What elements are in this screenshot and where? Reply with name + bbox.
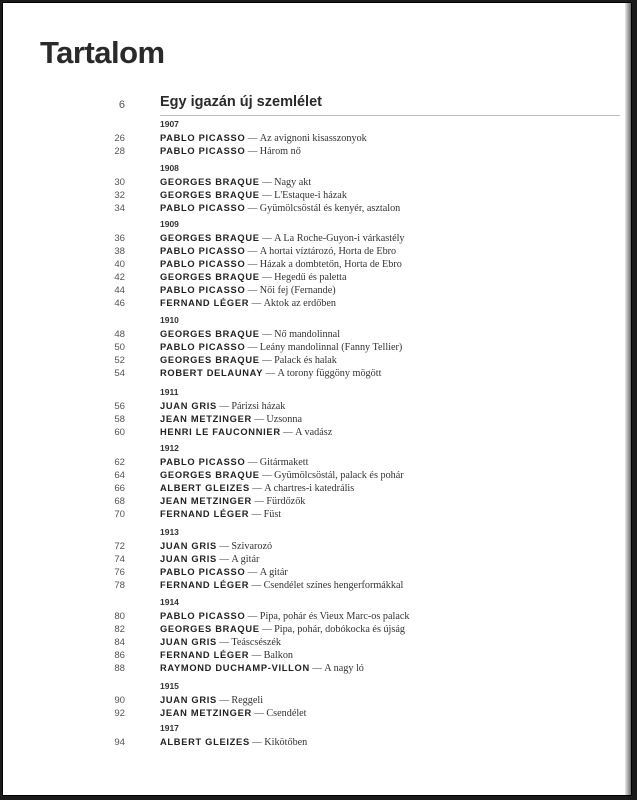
page-number: 48	[114, 329, 125, 340]
artist-name: RAYMOND DUCHAMP-VILLON	[160, 662, 310, 673]
em-dash: —	[262, 189, 272, 201]
toc-entry	[3, 623, 603, 636]
entry-line	[160, 482, 354, 495]
artist-name: GEORGES BRAQUE	[160, 469, 260, 480]
page-number: 46	[114, 297, 125, 309]
artist-name: PABLO PICASSO	[160, 341, 246, 352]
year-heading: 1907	[160, 119, 179, 129]
em-dash: —	[247, 341, 258, 353]
artwork-title: Párizsi házak	[231, 401, 286, 412]
artwork-title: Fürdőzők	[266, 495, 306, 507]
entry-line	[160, 202, 400, 215]
em-dash: —	[247, 566, 258, 578]
em-dash: —	[247, 611, 258, 622]
entry-line	[160, 245, 396, 258]
toc-entry	[3, 694, 603, 707]
artwork-title: A gitár	[231, 553, 260, 565]
page-number: 6	[118, 99, 125, 111]
page-number: 54	[114, 367, 125, 379]
entry-line	[160, 354, 337, 367]
artist-name: HENRI LE FAUCONNIER	[160, 426, 281, 437]
artist-name: PABLO PICASSO	[160, 133, 246, 143]
toc-entry	[3, 469, 603, 482]
artwork-title: Palack és halak	[274, 354, 337, 366]
em-dash: —	[251, 579, 262, 591]
em-dash: —	[262, 469, 272, 481]
toc-entry	[3, 367, 603, 380]
page-number: 74	[114, 553, 125, 565]
year-heading: 1917	[160, 723, 179, 733]
entry-line	[160, 649, 293, 662]
toc-entry	[3, 328, 603, 341]
entry-line	[160, 341, 402, 354]
page-number: 30	[114, 177, 125, 188]
toc-entry	[3, 426, 603, 439]
year-heading: 1908	[160, 163, 179, 173]
artwork-title: Balkon	[263, 649, 294, 661]
toc-entry	[3, 132, 603, 145]
entry-line	[160, 662, 364, 675]
toc-entry	[3, 736, 603, 749]
artwork-title: Füst	[263, 508, 282, 520]
artwork-title: A hortai víztározó, Horta de Ebro	[259, 245, 397, 257]
toc-entry	[3, 284, 603, 297]
page-number: 88	[114, 662, 125, 674]
entry-line	[160, 707, 307, 720]
artist-name: PABLO PICASSO	[160, 284, 246, 295]
em-dash: —	[247, 145, 258, 157]
page-number: 82	[114, 623, 125, 635]
entry-line	[160, 508, 281, 521]
em-dash: —	[262, 623, 272, 635]
artist-name: JUAN GRIS	[160, 553, 217, 564]
page-number: 50	[114, 341, 125, 353]
toc-entry	[3, 232, 603, 245]
toc-entry	[3, 271, 603, 284]
page-number: 78	[114, 579, 125, 591]
toc-entry	[3, 636, 603, 649]
em-dash: —	[247, 457, 258, 468]
toc-entry	[3, 495, 603, 508]
page-number: 44	[114, 284, 125, 296]
artwork-title: Nő mandolinnal	[274, 329, 341, 340]
artist-name: FERNAND LÉGER	[160, 297, 250, 308]
artwork-title: Pipa, pohár és Vieux Marc-os palack	[259, 611, 410, 622]
artwork-title: A chartres-i katedrális	[264, 482, 355, 494]
toc-entry	[3, 508, 603, 521]
toc-entry	[3, 341, 603, 354]
artist-name: JEAN METZINGER	[160, 413, 252, 424]
artwork-title: A torony függöny mögött	[277, 367, 382, 379]
toc-entry	[3, 456, 603, 469]
toc-entry	[3, 258, 603, 271]
em-dash: —	[283, 426, 293, 438]
artwork-title: Pipa, pohár, dobókocka és újság	[274, 623, 405, 635]
artwork-title: Csendélet	[266, 707, 307, 719]
intro-entry	[3, 96, 603, 116]
entry-line	[160, 413, 302, 426]
em-dash: —	[262, 271, 272, 283]
entry-line	[160, 271, 347, 284]
toc-entry	[3, 610, 603, 623]
artwork-title: Nagy akt	[274, 177, 312, 188]
em-dash: —	[312, 662, 322, 674]
em-dash: —	[219, 636, 229, 648]
entry-line	[160, 297, 336, 310]
toc-entry	[3, 413, 603, 426]
artist-name: GEORGES BRAQUE	[160, 623, 260, 634]
page-number: 42	[114, 271, 125, 283]
toc-entry	[3, 145, 603, 158]
toc-entry	[3, 553, 603, 566]
artwork-title: Házak a dombtetőn, Horta de Ebro	[259, 258, 402, 270]
page-number: 26	[114, 133, 125, 144]
em-dash: —	[219, 695, 229, 706]
year-heading: 1910	[160, 315, 179, 325]
toc-entry	[3, 400, 603, 413]
artwork-title: A La Roche-Guyon-i várkastély	[274, 233, 405, 244]
artwork-title: A nagy ló	[324, 662, 364, 674]
artist-name: JUAN GRIS	[160, 636, 217, 647]
page-number: 38	[114, 245, 125, 257]
page-number: 52	[114, 354, 125, 366]
toc-entry	[3, 566, 603, 579]
artist-name: PABLO PICASSO	[160, 202, 246, 213]
artwork-title: Hegedű és paletta	[274, 271, 347, 283]
em-dash: —	[262, 354, 272, 366]
em-dash: —	[262, 233, 272, 244]
page-number: 86	[114, 649, 125, 661]
em-dash: —	[219, 553, 229, 565]
artwork-title: Gyümölcsöstál, palack és pohár	[274, 469, 404, 481]
toc-entry	[3, 482, 603, 495]
entry-line	[160, 495, 305, 508]
artwork-title: Három nő	[259, 145, 301, 157]
toc-entry	[3, 176, 603, 189]
artist-name: GEORGES BRAQUE	[160, 354, 260, 365]
artist-name: ROBERT DELAUNAY	[160, 367, 264, 378]
toc-entry	[3, 245, 603, 258]
em-dash: —	[254, 495, 264, 507]
em-dash: —	[252, 737, 262, 748]
entry-line	[160, 328, 340, 341]
entry-line	[160, 284, 336, 297]
toc-entry	[3, 540, 603, 553]
artist-name: PABLO PICASSO	[160, 566, 246, 577]
entry-line	[160, 367, 381, 380]
entry-line	[160, 610, 410, 623]
entry-line	[160, 566, 288, 579]
toc-entry	[3, 189, 603, 202]
artwork-title: Gyümölcsöstál és kenyér, asztalon	[259, 202, 401, 214]
artwork-title: Reggeli	[231, 695, 264, 706]
artwork-title: Aktok az erdőben	[263, 297, 336, 309]
em-dash: —	[265, 367, 276, 379]
page-number: 70	[114, 508, 125, 520]
toc-entry	[3, 579, 603, 592]
entry-line	[160, 694, 263, 707]
em-dash: —	[251, 508, 262, 520]
artwork-title: Az avignoni kisasszonyok	[259, 133, 367, 144]
artist-name: GEORGES BRAQUE	[160, 271, 260, 282]
entry-line	[160, 553, 259, 566]
artwork-title: Gitármakett	[259, 457, 309, 468]
em-dash: —	[251, 297, 262, 309]
artwork-title: Kikötőben	[264, 737, 308, 748]
artist-name: JUAN GRIS	[160, 695, 217, 705]
page-number: 84	[114, 636, 125, 648]
em-dash: —	[247, 245, 258, 257]
entry-line	[160, 176, 311, 189]
artist-name: JEAN METZINGER	[160, 707, 252, 718]
em-dash: —	[247, 202, 258, 214]
page-number: 90	[114, 695, 125, 706]
entry-line	[160, 636, 281, 649]
page-number: 60	[114, 426, 125, 438]
book-page	[3, 3, 631, 795]
artwork-title: Leány mandolinnal (Fanny Tellier)	[259, 341, 403, 353]
artist-name: ALBERT GLEIZES	[160, 737, 250, 747]
year-heading: 1912	[160, 443, 179, 453]
artwork-title: A gitár	[259, 566, 288, 578]
artwork-title: Teáscsészék	[231, 636, 281, 648]
year-heading: 1915	[160, 681, 179, 691]
toc-entry	[3, 354, 603, 367]
artist-name: PABLO PICASSO	[160, 245, 246, 256]
entry-line	[160, 258, 402, 271]
artist-name: GEORGES BRAQUE	[160, 189, 260, 200]
artist-name: PABLO PICASSO	[160, 145, 246, 156]
page-number: 28	[114, 145, 125, 157]
toc-entry	[3, 707, 603, 720]
entry-line	[160, 579, 403, 592]
page-number: 76	[114, 566, 125, 578]
entry-line	[160, 426, 332, 439]
artwork-title: Női fej (Fernande)	[259, 284, 336, 296]
page-number: 94	[114, 737, 125, 748]
toc-entry	[3, 202, 603, 215]
page-number: 66	[114, 482, 125, 494]
toc-entry	[3, 662, 603, 675]
toc-entry	[3, 649, 603, 662]
entry-line	[160, 736, 307, 749]
artist-name: PABLO PICASSO	[160, 258, 246, 269]
artist-name: FERNAND LÉGER	[160, 649, 250, 660]
artwork-title: Uzsonna	[266, 413, 302, 425]
page-number: 92	[114, 707, 125, 719]
artist-name: JUAN GRIS	[160, 401, 217, 411]
em-dash: —	[247, 284, 258, 296]
em-dash: —	[219, 541, 229, 552]
page-number: 62	[114, 457, 125, 468]
artist-name: FERNAND LÉGER	[160, 579, 250, 590]
page-number: 58	[114, 413, 125, 425]
em-dash: —	[219, 401, 229, 412]
entry-line	[160, 232, 405, 245]
page-number: 40	[114, 258, 125, 270]
em-dash: —	[247, 258, 258, 270]
artist-name: JEAN METZINGER	[160, 495, 252, 506]
year-heading: 1909	[160, 219, 179, 229]
artist-name: JUAN GRIS	[160, 541, 217, 551]
artist-name: GEORGES BRAQUE	[160, 233, 260, 243]
artist-name: GEORGES BRAQUE	[160, 329, 260, 339]
year-heading: 1913	[160, 527, 179, 537]
entry-line	[160, 469, 404, 482]
toc-entry	[3, 297, 603, 310]
em-dash: —	[252, 482, 262, 494]
em-dash: —	[251, 649, 262, 661]
artwork-title: Szivarozó	[231, 541, 273, 552]
entry-line	[160, 456, 308, 469]
page-number: 68	[114, 495, 125, 507]
page-number: 80	[114, 611, 125, 622]
entry-line	[160, 132, 367, 145]
page-number: 56	[114, 401, 125, 412]
intro-title: Egy igazán új szemlélet	[160, 94, 322, 110]
entry-line	[160, 540, 272, 553]
artist-name: GEORGES BRAQUE	[160, 177, 260, 187]
year-heading: 1914	[160, 597, 179, 607]
page-number: 36	[114, 233, 125, 244]
entry-line	[160, 623, 405, 636]
em-dash: —	[262, 329, 272, 340]
artist-name: ALBERT GLEIZES	[160, 482, 250, 493]
em-dash: —	[254, 707, 264, 719]
em-dash: —	[262, 177, 272, 188]
artwork-title: Csendélet színes hengerformákkal	[263, 579, 404, 591]
artwork-title: A vadász	[295, 426, 333, 438]
divider	[160, 115, 620, 116]
entry-line	[160, 145, 301, 158]
em-dash: —	[254, 413, 264, 425]
page-number: 72	[114, 541, 125, 552]
page-number: 64	[114, 469, 125, 481]
page-number: 34	[114, 202, 125, 214]
artist-name: FERNAND LÉGER	[160, 508, 250, 519]
entry-line	[160, 400, 285, 413]
em-dash: —	[247, 133, 258, 144]
artist-name: PABLO PICASSO	[160, 611, 246, 621]
page-title: Tartalom	[40, 35, 165, 70]
year-heading: 1911	[160, 387, 179, 397]
artist-name: PABLO PICASSO	[160, 457, 246, 467]
entry-line	[160, 189, 347, 202]
artwork-title: L'Estaque-i házak	[274, 189, 347, 201]
page-number: 32	[114, 189, 125, 201]
